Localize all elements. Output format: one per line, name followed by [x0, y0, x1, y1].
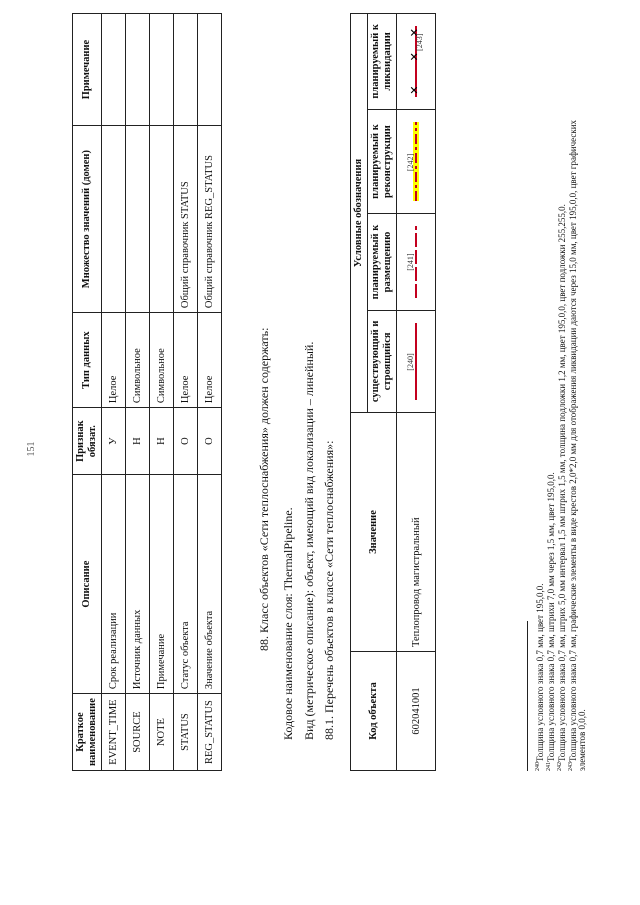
cross-icon: ✕	[409, 85, 422, 95]
cell-data-type: Целое	[198, 313, 222, 408]
footnote-ref: [241]	[406, 253, 416, 271]
cell-note	[198, 14, 222, 126]
cell-data-type: Целое	[174, 313, 198, 408]
table-row	[102, 14, 126, 771]
table-row	[198, 14, 222, 771]
cell-note	[150, 14, 174, 126]
cross-icon: ✕	[409, 52, 422, 62]
col-header-domain: Множество значений (домен)	[73, 126, 102, 313]
cell-short-name: STATUS	[174, 694, 198, 771]
cell-short-name: REG_STATUS	[198, 694, 222, 771]
cell-data-type: Целое	[102, 313, 126, 408]
footnote: $^{241}$Толщина условного знака 0,7 мм, штрихи 7,0 мм через 1,5 мм, цвет 195,0,0.	[546, 472, 556, 771]
attributes-table	[72, 13, 222, 771]
cell-domain	[102, 126, 126, 313]
cell-value: Теплопровод магистральный	[397, 413, 436, 652]
col-header-planned-liquidation: планируемый к ликвидации	[368, 14, 397, 110]
table-row	[150, 14, 174, 771]
symbol-planned-reconstruction	[397, 109, 436, 214]
col-header-planned-reconstruction: планируемый к реконструкции	[368, 109, 397, 214]
page-number: 151	[26, 441, 37, 457]
footnote: элементов 0,0,0.	[577, 709, 587, 771]
cell-description: Примечание	[150, 475, 174, 694]
table-row	[397, 14, 436, 771]
symbol-planned-placement	[397, 214, 436, 310]
cell-domain: Общий справочник STATUS	[174, 126, 198, 313]
cell-data-type: Символьное	[150, 313, 174, 408]
cross-icon: ✕	[409, 28, 422, 38]
cell-note	[126, 14, 150, 126]
code-name-line: Кодовое наименование слоя: ThermalPipeline.	[281, 507, 295, 740]
symbol-existing	[397, 310, 436, 412]
cell-mandatory: Н	[126, 408, 150, 475]
footnote: $^{240}$Толщина условного знака 0,7 мм, цвет 195,0,0.	[535, 583, 545, 771]
cell-description: Источник данных	[126, 475, 150, 694]
col-header-note: Примечание	[73, 14, 102, 126]
objects-table	[350, 13, 436, 771]
col-header-mandatory: Признак обязат.	[73, 408, 102, 475]
cell-description: Статус объекта	[174, 475, 198, 694]
footnote-ref: [240]	[406, 353, 416, 371]
col-header-value: Значение	[351, 413, 397, 652]
cell-note	[174, 14, 198, 126]
col-header-planned-placement: планируемый к размещению	[368, 214, 397, 310]
table-header-row	[351, 14, 368, 771]
cell-mandatory: У	[102, 408, 126, 475]
footnote-ref: [242]	[406, 153, 416, 172]
col-header-existing: существующий и строящийся	[368, 310, 397, 412]
cell-domain	[150, 126, 174, 313]
cell-short-name: EVENT_TIME	[102, 694, 126, 771]
cell-code: 602041001	[397, 652, 436, 771]
cell-mandatory: Н	[150, 408, 174, 475]
cell-description: Значение объекта	[198, 475, 222, 694]
solid-line-symbol	[415, 323, 417, 400]
section-title: 88. Класс объектов «Сети теплоснабжения» должен содержать:	[257, 327, 271, 651]
footnote: $^{242}$Толщина условного знака 0,7 мм, штрих 5,0 мм интервал 1,5 мм штрих 1,5 мм, толщина подложки 1,2 мм, цвет 195,0,0, цвет подложки 255,255,0.	[557, 204, 567, 771]
cell-note	[102, 14, 126, 126]
cell-mandatory: О	[198, 408, 222, 475]
geometry-line: Вид (метрическое описание): объект, имеющий вид локализации – линейный.	[302, 341, 316, 740]
list-title: 88.1. Перечень объектов в классе «Сети теплоснабжения»:	[322, 440, 336, 740]
col-header-description: Описание	[73, 475, 102, 694]
footnote: $^{243}$Толщина условного знака 0,7 мм, графические элементы в виде крестов 2,0*2,0 мм для отображения ликвидации даются через 15,0 мм, цвет 195,0,0, цвет графических	[568, 119, 578, 771]
cell-short-name: SOURCE	[126, 694, 150, 771]
cell-mandatory: О	[174, 408, 198, 475]
cell-short-name: NOTE	[150, 694, 174, 771]
col-header-symbols: Условные обозначения	[351, 14, 368, 413]
dashed-line-symbol	[415, 226, 417, 297]
footnote-separator	[527, 621, 528, 771]
cell-domain: Общий справочник REG_STATUS	[198, 126, 222, 313]
symbol-planned-liquidation	[397, 14, 436, 110]
cell-domain	[126, 126, 150, 313]
col-header-short-name: Краткое наименование	[73, 694, 102, 771]
footnote-ref: [243]	[415, 33, 425, 51]
cell-data-type: Символьное	[126, 313, 150, 408]
table-header-row	[73, 14, 102, 771]
col-header-data-type: Тип данных	[73, 313, 102, 408]
dash-dot-line-symbol	[415, 122, 417, 202]
cell-description: Срок реализации	[102, 475, 126, 694]
col-header-code: Код объекта	[351, 652, 397, 771]
table-row	[126, 14, 150, 771]
table-row	[174, 14, 198, 771]
